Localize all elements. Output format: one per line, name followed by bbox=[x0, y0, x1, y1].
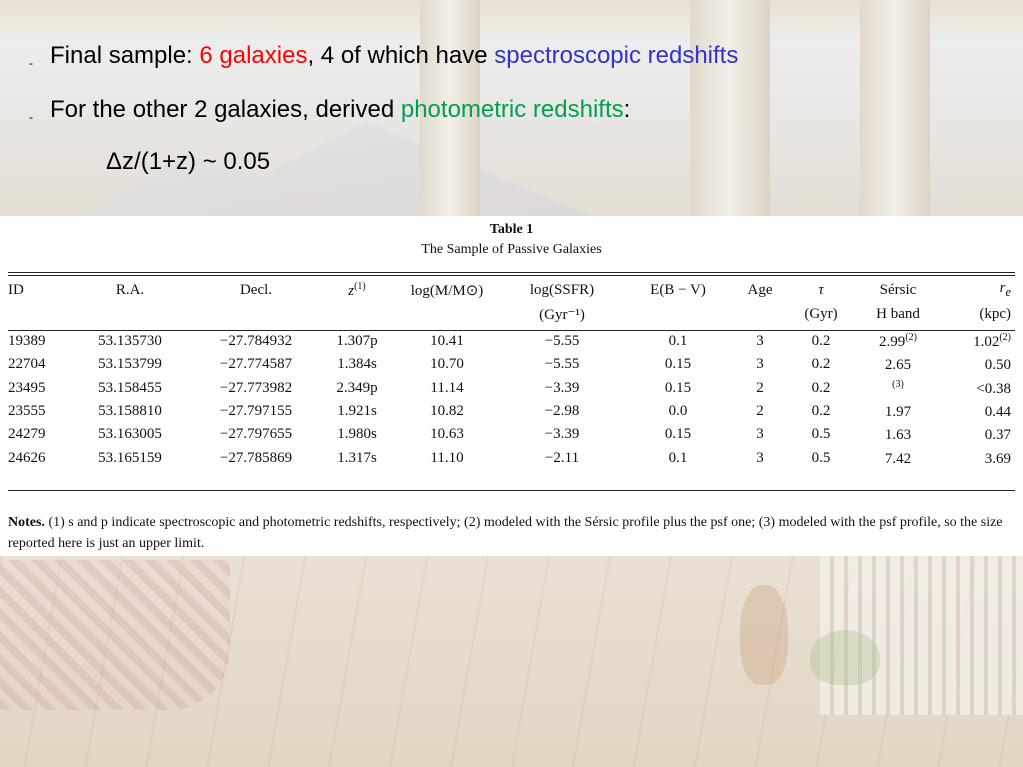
bullet-dash: - bbox=[29, 110, 33, 124]
table-cell-z: 1.307p bbox=[336, 333, 378, 350]
header-z: $z^{(1)}$ bbox=[348, 280, 366, 299]
table-cell-sersic: 2.65 bbox=[884, 357, 912, 374]
table-cell-ebv: 0.15 bbox=[664, 356, 692, 373]
table-top-rule bbox=[8, 272, 1015, 273]
table-cell-z: 1.921s bbox=[337, 403, 377, 420]
header-unit-tau: (Gyr) bbox=[804, 305, 838, 322]
table-cell-ssfr: −5.55 bbox=[544, 333, 580, 350]
table-cell-re: 0.37 bbox=[984, 427, 1011, 444]
table-cell-dec: −27.785869 bbox=[219, 449, 293, 466]
table-cell-tau: 0.2 bbox=[811, 356, 831, 373]
notes-text: (1) s and p indicate spectroscopic and photometric redshifts, respectively; (2) modeled with the Sérsic profile plus the psf one; (3) modeled with the psf profile, so the size reported here is just an upper limit. bbox=[8, 515, 1003, 551]
table-header-units-row bbox=[8, 302, 1015, 326]
bullet-text: Final sample: bbox=[50, 42, 200, 69]
table-cell-ra: 53.158810 bbox=[98, 403, 162, 420]
plaid-blanket bbox=[0, 560, 230, 710]
table-cell-tau: 0.5 bbox=[811, 449, 831, 466]
bullet-other-galaxies bbox=[50, 96, 630, 124]
header-unit-re: (kpc) bbox=[979, 305, 1011, 322]
header-ebv: E(B − V) bbox=[650, 281, 706, 298]
table-cell-ssfr: −2.98 bbox=[544, 403, 580, 420]
header-re: $r_e$ bbox=[999, 280, 1011, 299]
table-cell-id: 19389 bbox=[8, 333, 46, 350]
table-cell-sersic: 2.99$^{(2)}$ bbox=[879, 332, 917, 351]
table-cell-z: 1.384s bbox=[337, 356, 377, 373]
table-cell-sersic: 7.42 bbox=[884, 450, 912, 467]
header-log-ssfr: log(SSFR) bbox=[529, 281, 595, 298]
header-unit bbox=[734, 302, 786, 326]
header-unit-ssfr: (Gyr⁻¹) bbox=[539, 306, 585, 323]
bullet-final-sample bbox=[50, 42, 738, 70]
table-cell-ebv: 0.15 bbox=[664, 426, 692, 443]
table-cell-ra: 53.135730 bbox=[98, 333, 162, 350]
table-cell-re: 0.44 bbox=[984, 404, 1011, 421]
table-cell-logm: 10.41 bbox=[430, 333, 464, 350]
table-cell-sersic: 1.63 bbox=[884, 427, 912, 444]
bullet-text: , 4 of which have bbox=[307, 42, 495, 69]
table-cell-dec: −27.774587 bbox=[219, 356, 293, 373]
table-image-panel bbox=[0, 216, 1023, 556]
table-cell-age: 3 bbox=[756, 356, 764, 373]
galaxy-sample-table bbox=[8, 278, 1015, 470]
porch-column bbox=[860, 0, 930, 220]
potted-plant bbox=[810, 630, 880, 685]
table-cell-z: 1.980s bbox=[337, 426, 377, 443]
header-unit bbox=[190, 302, 322, 326]
table-cell-logm: 11.14 bbox=[430, 379, 464, 396]
table-cell-ssfr: −2.11 bbox=[544, 449, 580, 466]
table-cell-ssfr: −3.39 bbox=[544, 379, 580, 396]
header-unit bbox=[622, 302, 734, 326]
bullet-highlight-spectroscopic: spectroscopic redshifts bbox=[494, 42, 739, 69]
table-cell-logm: 10.82 bbox=[430, 403, 464, 420]
table-row bbox=[8, 353, 1015, 376]
table-cell-age: 2 bbox=[756, 403, 764, 420]
table-cell-ebv: 0.0 bbox=[668, 403, 688, 420]
header-unit bbox=[392, 302, 502, 326]
bullet-dash: - bbox=[29, 56, 33, 70]
table-cell-ra: 53.158455 bbox=[98, 379, 162, 396]
table-bottom-rule bbox=[8, 490, 1015, 491]
bullet-text: For the other 2 galaxies, derived bbox=[50, 96, 401, 123]
bullet-text: : bbox=[623, 96, 631, 123]
table-cell-z: 1.317s bbox=[337, 449, 377, 466]
table-cell-logm: 10.70 bbox=[430, 356, 464, 373]
table-cell-re: <0.38 bbox=[976, 380, 1011, 397]
header-id: ID bbox=[8, 281, 24, 298]
table-notes bbox=[8, 512, 1015, 554]
table-cell-ra: 53.163005 bbox=[98, 426, 162, 443]
table-cell-dec: −27.784932 bbox=[219, 333, 293, 350]
table-cell-id: 24626 bbox=[8, 449, 46, 466]
header-log-mass: log(M/M⊙) bbox=[410, 282, 484, 299]
table-cell-tau: 0.2 bbox=[811, 333, 831, 350]
table-cell-dec: −27.773982 bbox=[219, 379, 293, 396]
table-cell-age: 3 bbox=[756, 333, 764, 350]
table-cell-age: 2 bbox=[756, 379, 764, 396]
table-row bbox=[8, 423, 1015, 446]
table-cell-logm: 10.63 bbox=[430, 426, 464, 443]
table-cell-ebv: 0.1 bbox=[668, 449, 688, 466]
bullet-highlight-galaxies: 6 galaxies bbox=[199, 42, 308, 69]
table-row bbox=[8, 446, 1015, 469]
table-row bbox=[8, 377, 1015, 400]
table-subtitle: The Sample of Passive Galaxies bbox=[421, 242, 602, 257]
table-cell-sersic: 1.97 bbox=[884, 404, 912, 421]
header-ra: R.A. bbox=[115, 281, 145, 298]
table-cell-dec: −27.797155 bbox=[219, 403, 293, 420]
table-header-row bbox=[8, 278, 1015, 302]
header-decl: Decl. bbox=[239, 281, 273, 298]
header-age: Age bbox=[747, 281, 773, 298]
bullet-highlight-photometric: photometric redshifts bbox=[400, 96, 624, 123]
table-top-rule bbox=[8, 275, 1015, 276]
table-cell-tau: 0.2 bbox=[811, 403, 831, 420]
header-unit-sersic: H band bbox=[876, 305, 920, 322]
table-body bbox=[8, 326, 1015, 470]
header-unit bbox=[70, 302, 190, 326]
table-cell-tau: 0.5 bbox=[811, 426, 831, 443]
table-cell-ebv: 0.1 bbox=[668, 333, 688, 350]
formula-text: Δz/(1+z) ~ 0.05 bbox=[106, 148, 271, 175]
header-unit bbox=[8, 302, 70, 326]
table-cell-age: 3 bbox=[756, 426, 764, 443]
table-cell-id: 23495 bbox=[8, 379, 46, 396]
table-cell-ebv: 0.15 bbox=[664, 379, 692, 396]
table-cell-age: 3 bbox=[756, 449, 764, 466]
table-title: Table 1 bbox=[489, 222, 534, 237]
notes-label: Notes. bbox=[8, 515, 45, 530]
table-cell-re: 0.50 bbox=[984, 357, 1011, 374]
table-cell-ssfr: −5.55 bbox=[544, 356, 580, 373]
header-sersic: Sérsic bbox=[879, 281, 917, 298]
table-cell-ra: 53.165159 bbox=[98, 449, 162, 466]
table-cell-dec: −27.797655 bbox=[219, 426, 293, 443]
table-cell-ssfr: −3.39 bbox=[544, 426, 580, 443]
header-unit bbox=[322, 302, 392, 326]
porch-column bbox=[690, 0, 770, 220]
table-cell-id: 24279 bbox=[8, 426, 46, 443]
table-cell-re: 3.69 bbox=[984, 450, 1011, 467]
table-cell-id: 22704 bbox=[8, 356, 46, 373]
table-cell-logm: 11.10 bbox=[430, 449, 464, 466]
table-cell-tau: 0.2 bbox=[811, 379, 831, 396]
table-cell-re: 1.02$^{(2)}$ bbox=[973, 332, 1011, 351]
table-row bbox=[8, 400, 1015, 423]
table-row bbox=[8, 326, 1015, 353]
header-tau: τ bbox=[818, 281, 824, 298]
table-cell-id: 23555 bbox=[8, 403, 46, 420]
violin-shape bbox=[740, 585, 788, 685]
table-cell-ra: 53.153799 bbox=[98, 356, 162, 373]
table-cell-z: 2.349p bbox=[336, 379, 378, 396]
table-cell-sersic: (3) bbox=[892, 378, 904, 390]
